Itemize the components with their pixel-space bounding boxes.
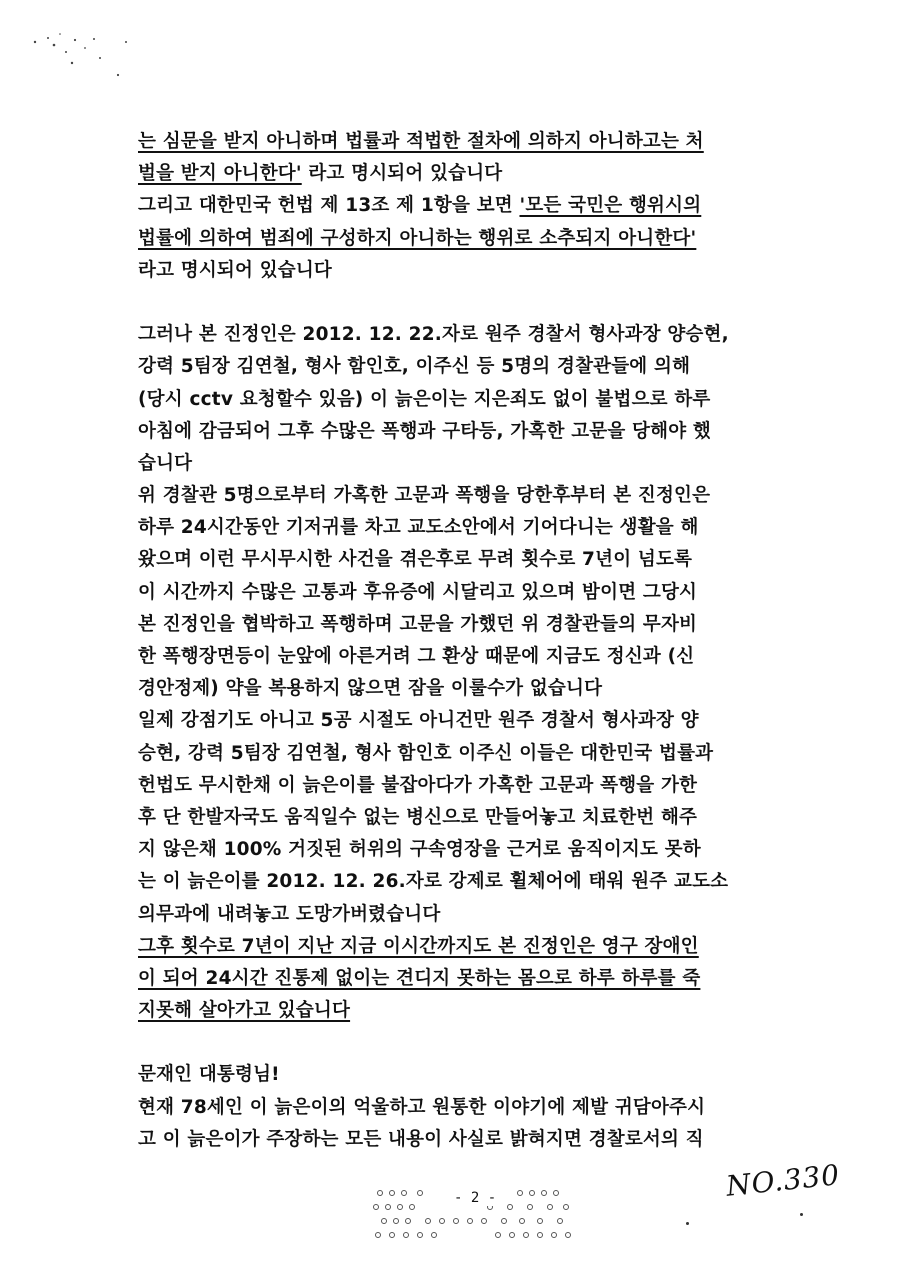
scan-speck [800, 1213, 803, 1216]
text-line: 일제 강점기도 아니고 5공 시절도 아니건만 원주 경찰서 형사과장 양 [138, 710, 699, 732]
text-line: 이 되어 24시간 진통제 없이는 견디지 못하는 몸으로 하루 하루를 죽 [138, 967, 701, 989]
paragraph-gap [138, 287, 788, 319]
handwritten-document-number: NO.330 [724, 1158, 842, 1203]
text-line [138, 190, 788, 222]
text-line: 왔으며 이런 무시무시한 사건을 겪은후로 무려 횟수로 7년이 넘도록 [138, 549, 693, 571]
text-fragment: 라고 명시되어 있습니다 [301, 163, 503, 185]
text-line: 법률에 의하여 범죄에 구성하지 아니하는 행위로 소추되지 아니한다' [138, 227, 697, 249]
text-line: 승현, 강력 5팀장 김연철, 형사 함인호 이주신 이들은 대한민국 법률과 [138, 742, 714, 764]
text-line: 현재 78세인 이 늙은이의 억울하고 원통한 이야기에 제발 귀담아주시 [138, 1096, 706, 1118]
text-line: 의무과에 내려놓고 도망가버렸습니다 [138, 903, 441, 925]
text-line: 지 않은채 100% 거짓된 허위의 구속영장을 근거로 움직이지도 못하 [138, 839, 701, 861]
text-line: 습니다 [138, 452, 193, 474]
text-line: 는 이 늙은이를 2012. 12. 26.자로 강제로 휠체어에 태워 원주 교도소 [138, 871, 729, 893]
text-line: 이 시간까지 수많은 고통과 후유증에 시달리고 있으며 밤이면 그당시 [138, 581, 698, 603]
paragraph-gap [138, 1027, 788, 1059]
text-line: 는 심문을 받지 아니하며 법률과 적법한 절차에 의하지 아니하고는 처 [138, 131, 704, 152]
text-line: 본 진정인을 협박하고 폭행하며 고문을 가했던 위 경찰관들의 무자비 [138, 613, 698, 635]
document-body [138, 126, 788, 1156]
text-line: 강력 5팀장 김연철, 형사 함인호, 이주신 등 5명의 경찰관들에 의해 [138, 356, 691, 378]
text-line: 그러나 본 진정인은 2012. 12. 22.자로 원주 경찰서 형사과장 양승현, [138, 324, 729, 346]
text-line: 한 폭행장면등이 눈앞에 아른거려 그 환상 때문에 지금도 정신과 (신 [138, 646, 695, 667]
scan-speck [686, 1222, 689, 1225]
text-line: (당시 cctv 요청할수 있음) 이 늙은이는 지은죄도 없이 불법으로 하루 [138, 388, 711, 410]
text-line: 위 경찰관 5명으로부터 가혹한 고문과 폭행을 당한후부터 본 진정인은 [138, 485, 711, 507]
text-line: 하루 24시간동안 기저귀를 차고 교도소안에서 기어다니는 생활을 해 [138, 517, 699, 539]
page-number: - 2 - [454, 1190, 497, 1206]
text-line: 라고 명시되어 있습니다 [138, 259, 332, 281]
text-line [138, 158, 788, 190]
text-line: 경안정제) 약을 복용하지 않으면 잠을 이룰수가 없습니다 [138, 678, 603, 700]
underlined-phrase: 벌을 받지 아니한다' [138, 163, 302, 185]
underlined-phrase: '모든 국민은 행위시의 [519, 195, 702, 217]
text-line: 지못해 살아가고 있습니다 [138, 1000, 351, 1022]
text-line: 아침에 감금되어 그후 수많은 폭행과 구타등, 가혹한 고문을 당해야 했 [138, 420, 711, 442]
text-line: 고 이 늙은이가 주장하는 모든 내용이 사실로 밝혀지면 경찰로서의 직 [138, 1128, 704, 1150]
text-line: 헌법도 무시한채 이 늙은이를 불잡아다가 가혹한 고문과 폭행을 가한 [138, 774, 698, 796]
scan-speck-marks [30, 30, 130, 90]
text-line: 그후 횟수로 7년이 지난 지금 이시간까지도 본 진정인은 영구 장애인 [138, 935, 699, 957]
text-fragment: 그리고 대한민국 헌법 제 13조 제 1항을 보면 [138, 195, 520, 217]
text-line: 후 단 한발자국도 움직일수 없는 병신으로 만들어놓고 치료한번 해주 [138, 806, 698, 828]
salutation: 문재인 대통령님! [138, 1064, 280, 1086]
